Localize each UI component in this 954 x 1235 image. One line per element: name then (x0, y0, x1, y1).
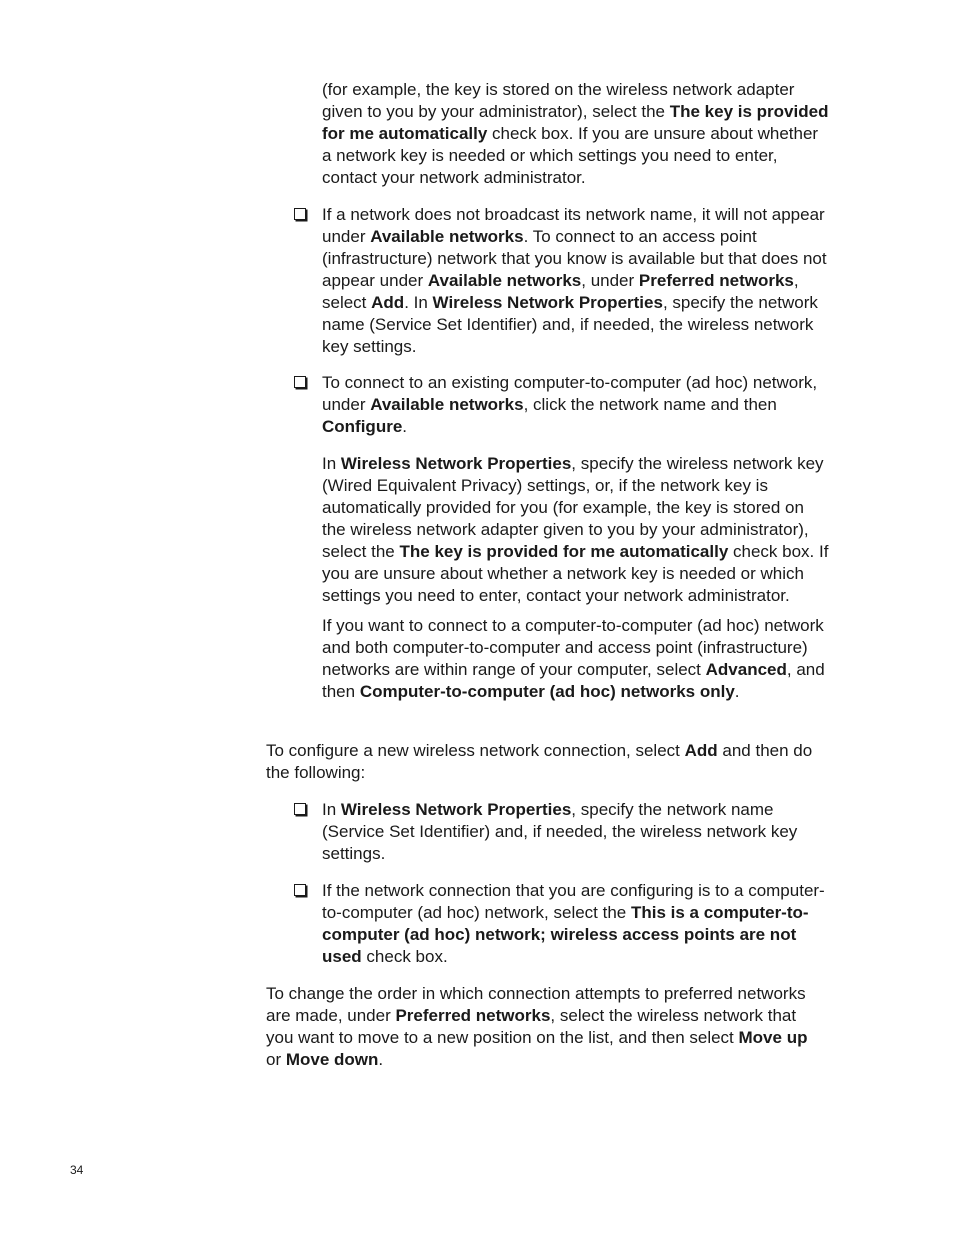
text-run: , specify the wireless network key (Wired Equivalent Privacy) settings, or, if the network key is automatically provided for you (for example, the key is stored on the wireless network adapter given to you by your administrator), select the (322, 454, 824, 561)
checkbox-bullet-icon (294, 884, 306, 896)
paragraph-key-provided-continuation (322, 79, 832, 189)
bold-term: Move up (738, 1028, 808, 1047)
bold-term: Configure (322, 417, 403, 436)
paragraph-configure-new-connection (266, 740, 826, 784)
text-run: . (378, 1050, 384, 1069)
bold-term: The key is provided for me automatically (322, 102, 829, 143)
text-run: , select (322, 271, 799, 312)
bold-term: Add (684, 741, 718, 760)
paragraph-hidden-network (322, 204, 832, 358)
bold-term: Available networks (370, 227, 524, 246)
text-run: In (322, 800, 341, 819)
bold-term: Wireless Network Properties (340, 800, 572, 819)
text-run: . In (404, 293, 433, 312)
text-run: , specify the network name (Service Set Identifier) and, if needed, the wireless network key settings. (322, 800, 798, 863)
text-run: If a network does not broadcast its network name, it will not appear under (322, 205, 825, 246)
paragraph-connect-ad-hoc (322, 372, 832, 438)
text-run: (for example, the key is stored on the wireless network adapter given to you by your administrator), select the (322, 80, 795, 121)
text-run: To change the order in which connection attempts to preferred networks are made, under (266, 984, 806, 1025)
bold-term: Preferred networks (638, 271, 794, 290)
checkbox-bullet-icon (294, 803, 306, 815)
bold-term: Add (371, 293, 405, 312)
text-run: . (402, 417, 408, 436)
bold-term: Wireless Network Properties (340, 454, 572, 473)
text-run: . (734, 682, 740, 701)
text-run: . To connect to an access point (infrastructure) network that you know is available but that does not appear under (322, 227, 827, 290)
text-run: If the network connection that you are configuring is to a computer-to-computer (ad hoc) network, select the (322, 881, 825, 922)
text-run: , select the wireless network that you want to move to a new position on the list, and then select (266, 1006, 797, 1047)
bold-term: Available networks (370, 395, 524, 414)
checkbox-bullet-icon (294, 208, 306, 220)
text-run: To connect to an existing computer-to-computer (ad hoc) network, under (322, 373, 818, 414)
paragraph-specify-network-name (322, 799, 832, 865)
text-run: , specify the network name (Service Set Identifier) and, if needed, the wireless network key settings. (322, 293, 818, 356)
text-run: check box. If you are unsure about whether a network key is needed or which settings you need to enter, contact your network administrator. (322, 542, 829, 605)
text-run: or (266, 1050, 286, 1069)
bold-term: Wireless Network Properties (432, 293, 663, 312)
text-run: check box. (361, 947, 448, 966)
paragraph-ad-hoc-checkbox (322, 880, 832, 968)
paragraph-change-order (266, 983, 826, 1071)
bold-term: This is a computer-to-computer (ad hoc) network; wireless access points are not used (322, 903, 809, 966)
text-run: , under (581, 271, 639, 290)
bold-term: Move down (285, 1050, 379, 1069)
bold-term: Advanced (705, 660, 787, 679)
paragraph-wireless-properties-key (322, 453, 832, 607)
bold-term: Computer-to-computer (ad hoc) networks only (359, 682, 735, 701)
text-run: , and then (322, 660, 825, 701)
text-run: , click the network name and then (523, 395, 777, 414)
paragraph-advanced-ad-hoc (322, 615, 832, 703)
bold-term: The key is provided for me automatically (399, 542, 729, 561)
text-run: and then do the following: (266, 741, 813, 782)
bold-term: Available networks (427, 271, 582, 290)
text-run: To configure a new wireless network connection, select (266, 741, 685, 760)
text-run: If you want to connect to a computer-to-computer (ad hoc) network and both computer-to-computer and access point (infrastructure) networks are within range of your computer, select (322, 616, 824, 679)
text-run: In (322, 454, 341, 473)
text-run: check box. If you are unsure about whether a network key is needed or which settings you need to enter, contact your network administrator. (322, 124, 819, 187)
page-number: 34 (70, 1163, 84, 1177)
bold-term: Preferred networks (395, 1006, 551, 1025)
checkbox-bullet-icon (294, 376, 306, 388)
